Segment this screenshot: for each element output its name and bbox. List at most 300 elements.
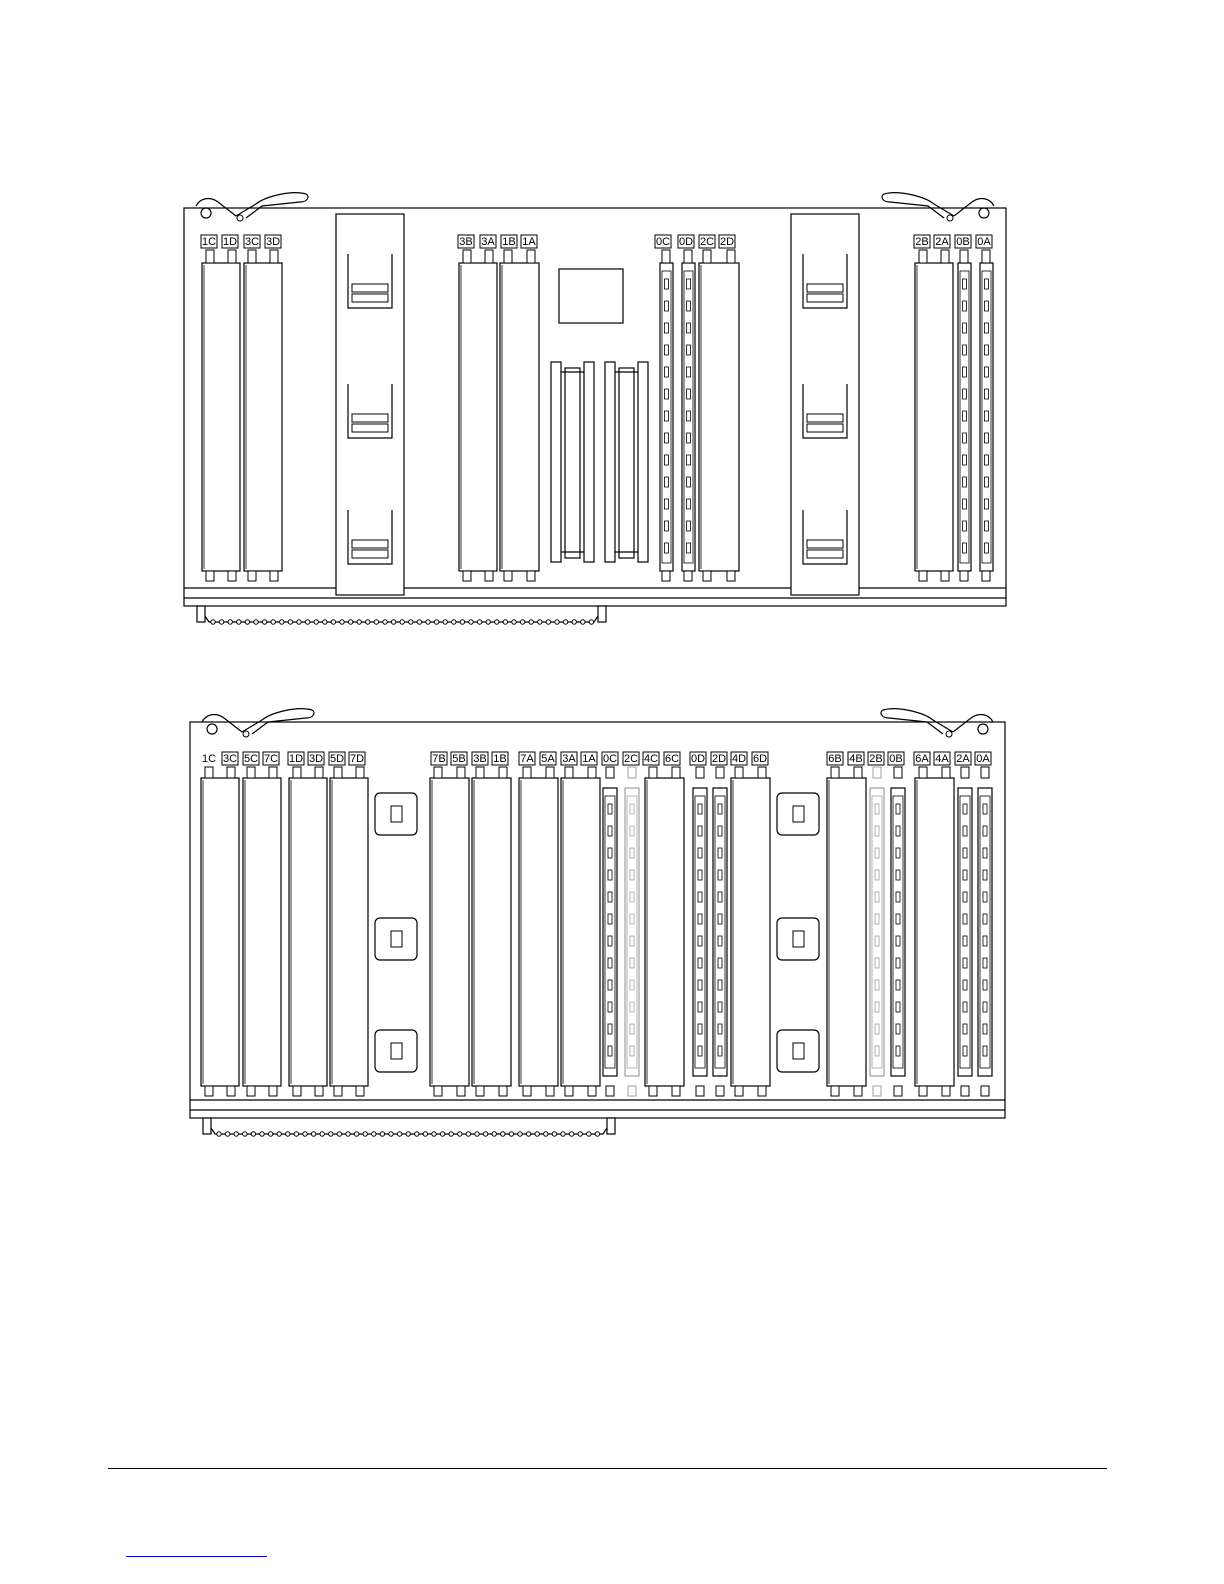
- slot-label: [243, 752, 259, 765]
- connector-pin: [329, 1132, 333, 1136]
- connector-pin: [297, 620, 301, 624]
- socket-notch: [983, 1002, 987, 1012]
- connector-pin: [589, 620, 593, 624]
- slot-label-text: 2C: [699, 236, 715, 248]
- slot-label: [731, 752, 747, 765]
- dimm-body: [243, 778, 281, 1086]
- connector-pin: [366, 620, 370, 624]
- slot-pin: [228, 250, 236, 263]
- socket-notch: [608, 1046, 612, 1056]
- slot-label-text: 7B: [432, 753, 446, 765]
- slot-pin: [504, 571, 512, 581]
- socket-notch: [718, 1046, 722, 1056]
- dimm-module: [645, 778, 684, 1086]
- connector-pin: [503, 620, 507, 624]
- connector-pin: [518, 1132, 522, 1136]
- clip-bar: [807, 540, 843, 548]
- dimm-body: [915, 778, 954, 1086]
- dimm-module: [202, 263, 240, 571]
- slot-pin: [247, 1086, 255, 1096]
- slot-pin: [588, 767, 596, 778]
- socket-notch: [630, 1046, 634, 1056]
- slot-pin: [228, 571, 236, 581]
- slot-label: [699, 235, 715, 248]
- slot-label-text: 4C: [643, 753, 659, 765]
- socket-notch: [963, 301, 967, 311]
- empty-dimm-socket: [603, 788, 617, 1076]
- connector-pin: [495, 620, 499, 624]
- slot-label-text: 2D: [711, 753, 727, 765]
- empty-dimm-socket: [713, 788, 727, 1076]
- slot-pin: [919, 571, 927, 581]
- slot-label-text: 0A: [977, 236, 991, 248]
- socket-notch: [963, 1024, 967, 1034]
- slot-pin: [735, 1086, 743, 1096]
- socket-notch: [963, 345, 967, 355]
- socket-notch: [896, 936, 900, 946]
- slot-label-text: 6B: [828, 753, 842, 765]
- slot-label: [975, 752, 991, 765]
- slot-pin: [227, 767, 235, 778]
- slot-label-text: 0A: [976, 753, 990, 765]
- slot-pin: [206, 571, 214, 581]
- clip-bar: [807, 294, 843, 302]
- slot-label: [678, 235, 694, 248]
- connector-end: [607, 1118, 615, 1134]
- socket-notch: [608, 870, 612, 880]
- socket-notch: [963, 279, 967, 289]
- socket-notch: [698, 1046, 702, 1056]
- connector-pin: [443, 620, 447, 624]
- standoff-hole: [793, 1043, 804, 1059]
- slot-pin: [758, 767, 766, 778]
- slot-pin: [606, 767, 614, 778]
- dimm-body: [500, 263, 539, 571]
- slot-label-text: 3D: [308, 753, 324, 765]
- dimm-body: [472, 778, 511, 1086]
- standoff-hole: [793, 806, 804, 822]
- slot-label: [690, 752, 706, 765]
- connector-end: [203, 1118, 211, 1134]
- slot-pin: [727, 571, 735, 581]
- connector-pin: [311, 1132, 315, 1136]
- dimm-body: [459, 263, 497, 571]
- connector-pin: [415, 1132, 419, 1136]
- dimm-body: [731, 778, 770, 1086]
- standoff-hole: [391, 1043, 402, 1059]
- socket-notch: [963, 389, 967, 399]
- connector-pin: [466, 1132, 470, 1136]
- connector-pin: [434, 620, 438, 624]
- connector-pin: [460, 620, 464, 624]
- socket-notch: [687, 433, 691, 443]
- connector-pin: [526, 1132, 530, 1136]
- slot-label-text: 2C: [623, 753, 639, 765]
- slot-pin: [476, 767, 484, 778]
- slot-pin: [894, 1086, 902, 1096]
- empty-dimm-socket: [870, 788, 884, 1076]
- slot-label-text: 5D: [329, 753, 345, 765]
- slot-pin: [476, 1086, 484, 1096]
- slot-pin: [696, 767, 704, 778]
- slot-pin: [457, 767, 465, 778]
- standoff-hole: [391, 931, 402, 947]
- socket-notch: [630, 958, 634, 968]
- socket-notch: [875, 804, 879, 814]
- socket-notch: [718, 870, 722, 880]
- slot-pin: [894, 767, 902, 778]
- connector-pin: [271, 620, 275, 624]
- slot-pin: [463, 250, 471, 263]
- connector-pin: [475, 1132, 479, 1136]
- connector-pin: [251, 1132, 255, 1136]
- slot-pin: [684, 250, 692, 263]
- socket-notch: [698, 1024, 702, 1034]
- connector-pin: [452, 620, 456, 624]
- slot-label-text: 3A: [562, 753, 576, 765]
- slot-pin: [270, 250, 278, 263]
- slot-pin: [269, 767, 277, 778]
- slot-label: [492, 752, 508, 765]
- socket-notch: [983, 914, 987, 924]
- dimm-body: [699, 263, 739, 571]
- slot-pin: [873, 767, 881, 778]
- socket-notch: [875, 914, 879, 924]
- dimm-body: [244, 263, 282, 571]
- socket-notch: [687, 543, 691, 553]
- slot-pin: [499, 767, 507, 778]
- clip-bar: [807, 414, 843, 422]
- connector-pin: [512, 620, 516, 624]
- slot-pin: [356, 1086, 364, 1096]
- connector-pin: [552, 1132, 556, 1136]
- buffer-socket-body: [619, 368, 634, 558]
- socket-notch: [963, 1002, 967, 1012]
- socket-notch: [963, 521, 967, 531]
- slot-label: [431, 752, 447, 765]
- slot-pin: [205, 1086, 213, 1096]
- slot-label-text: 0C: [655, 236, 671, 248]
- slot-pin: [649, 767, 657, 778]
- socket-notch: [896, 1046, 900, 1056]
- socket-notch: [983, 804, 987, 814]
- socket-notch: [875, 848, 879, 858]
- socket-notch: [687, 411, 691, 421]
- socket-notch: [718, 826, 722, 836]
- socket-notch: [608, 958, 612, 968]
- connector-pin: [581, 620, 585, 624]
- connector-pin: [262, 620, 266, 624]
- connector-pin: [572, 620, 576, 624]
- connector-pin: [383, 620, 387, 624]
- slot-pin: [293, 767, 301, 778]
- slot-label-text: 6C: [664, 753, 680, 765]
- slot-pin: [961, 1086, 969, 1096]
- socket-notch: [983, 848, 987, 858]
- connector-pin: [397, 1132, 401, 1136]
- dimm-module: [243, 778, 281, 1086]
- socket-notch: [896, 1024, 900, 1034]
- slot-pin: [606, 1086, 614, 1096]
- slot-pin: [727, 250, 735, 263]
- connector-pin: [211, 620, 215, 624]
- slot-label: [602, 752, 618, 765]
- connector-pin: [406, 1132, 410, 1136]
- buffer-socket-rail: [605, 362, 615, 562]
- socket-notch: [963, 1046, 967, 1056]
- socket-notch: [630, 936, 634, 946]
- clip-bar: [352, 294, 388, 302]
- connector-pin: [546, 620, 550, 624]
- buffer-socket-group: [551, 362, 594, 562]
- socket-notch: [630, 804, 634, 814]
- slot-label: [265, 235, 281, 248]
- connector-pin: [374, 620, 378, 624]
- dimm-module: [430, 778, 469, 1086]
- slot-label-text: 1C: [201, 753, 217, 765]
- slot-pin: [588, 1086, 596, 1096]
- connector-pin: [389, 1132, 393, 1136]
- socket-notch: [985, 499, 989, 509]
- socket-notch: [983, 980, 987, 990]
- connector-pin: [243, 1132, 247, 1136]
- slot-label-text: 6D: [752, 753, 768, 765]
- slot-label: [976, 235, 992, 248]
- socket-notch: [983, 1046, 987, 1056]
- slot-pin: [831, 1086, 839, 1096]
- dimm-body: [645, 778, 684, 1086]
- slot-label-text: 4D: [731, 753, 747, 765]
- socket-notch: [665, 543, 669, 553]
- socket-notch: [963, 892, 967, 902]
- slot-pin: [248, 571, 256, 581]
- dimm-module: [289, 778, 327, 1086]
- slot-pin: [293, 1086, 301, 1096]
- socket-notch: [718, 1024, 722, 1034]
- slot-pin: [854, 767, 862, 778]
- slot-label: [664, 752, 680, 765]
- socket-notch: [608, 980, 612, 990]
- socket-notch: [665, 323, 669, 333]
- slot-pin: [873, 1086, 881, 1096]
- heatsink-column: [336, 214, 404, 595]
- socket-notch: [687, 499, 691, 509]
- socket-notch: [963, 433, 967, 443]
- slot-label-text: 0B: [889, 753, 903, 765]
- connector-pin: [409, 620, 413, 624]
- slot-label: [848, 752, 864, 765]
- clip-bar: [352, 424, 388, 432]
- clip-bar: [807, 550, 843, 558]
- socket-notch: [630, 870, 634, 880]
- slot-label: [623, 752, 639, 765]
- slot-pin: [565, 767, 573, 778]
- slot-label: [451, 752, 467, 765]
- connector-pin: [219, 620, 223, 624]
- edge-connector: [197, 606, 606, 624]
- slot-label: [914, 235, 930, 248]
- slot-label-text: 2B: [915, 236, 929, 248]
- slot-pin: [499, 1086, 507, 1096]
- slot-pin: [982, 250, 990, 263]
- socket-notch: [963, 936, 967, 946]
- top-memory-carrier-board: [184, 193, 1006, 624]
- slot-pin: [662, 250, 670, 263]
- slot-pin: [981, 767, 989, 778]
- slot-label-text: 0D: [690, 753, 706, 765]
- board-outline: [184, 208, 1006, 606]
- slot-pin: [735, 767, 743, 778]
- connector-pin: [469, 620, 473, 624]
- slot-pin: [672, 767, 680, 778]
- slot-label: [581, 752, 597, 765]
- slot-label-text: 1B: [493, 753, 507, 765]
- connector-pin: [423, 1132, 427, 1136]
- slot-pin: [523, 1086, 531, 1096]
- socket-notch: [983, 826, 987, 836]
- connector-pin: [363, 1132, 367, 1136]
- connector-pin: [538, 620, 542, 624]
- dimm-module: [500, 263, 539, 571]
- connector-pin: [587, 1132, 591, 1136]
- socket-notch: [985, 323, 989, 333]
- buffer-socket-rail: [638, 362, 648, 562]
- slot-pin: [457, 1086, 465, 1096]
- slot-pin: [941, 571, 949, 581]
- slot-label-text: 2D: [719, 236, 735, 248]
- empty-dimm-socket: [958, 263, 971, 571]
- socket-notch: [985, 477, 989, 487]
- connector-pin: [595, 1132, 599, 1136]
- slot-pin: [315, 767, 323, 778]
- socket-notch: [687, 477, 691, 487]
- socket-notch: [665, 455, 669, 465]
- connector-pin: [286, 1132, 290, 1136]
- slot-label-text: 2A: [935, 236, 949, 248]
- socket-notch: [983, 958, 987, 968]
- slot-pin: [919, 767, 927, 778]
- slot-pin: [942, 767, 950, 778]
- slot-label: [888, 752, 904, 765]
- connector-pin: [520, 620, 524, 624]
- socket-notch: [665, 367, 669, 377]
- connector-pin: [380, 1132, 384, 1136]
- dimm-module: [201, 778, 239, 1086]
- socket-notch: [608, 914, 612, 924]
- socket-notch: [875, 1046, 879, 1056]
- connector-pin: [372, 1132, 376, 1136]
- slot-pin: [205, 767, 213, 778]
- socket-notch: [608, 848, 612, 858]
- slot-label-text: 0B: [956, 236, 970, 248]
- connector-pin: [237, 620, 241, 624]
- slot-label: [308, 752, 324, 765]
- socket-notch: [630, 1024, 634, 1034]
- dimm-module: [827, 778, 866, 1086]
- socket-notch: [963, 411, 967, 421]
- dimm-body: [289, 778, 327, 1086]
- slot-label-text: 1D: [288, 753, 304, 765]
- empty-dimm-socket: [891, 788, 905, 1076]
- socket-notch: [985, 411, 989, 421]
- dimm-body: [201, 778, 239, 1086]
- socket-notch: [608, 1002, 612, 1012]
- slot-pin: [672, 1086, 680, 1096]
- clip-bar: [352, 540, 388, 548]
- slot-pin: [546, 1086, 554, 1096]
- slot-pin: [703, 250, 711, 263]
- connector-pin: [303, 1132, 307, 1136]
- socket-notch: [698, 980, 702, 990]
- slot-label-text: 3B: [473, 753, 487, 765]
- slot-pin: [981, 1086, 989, 1096]
- buffer-socket-rail: [551, 362, 561, 562]
- dimm-body: [915, 263, 953, 571]
- footer-link-underline[interactable]: [126, 1556, 267, 1557]
- empty-dimm-socket: [980, 263, 993, 571]
- slot-label-text: 3C: [244, 236, 260, 248]
- socket-notch: [963, 980, 967, 990]
- socket-notch: [687, 367, 691, 377]
- slot-pin: [334, 767, 342, 778]
- connector-end: [197, 606, 205, 622]
- connector-pin: [426, 620, 430, 624]
- socket-notch: [875, 1024, 879, 1034]
- socket-notch: [718, 958, 722, 968]
- clip-bar: [807, 424, 843, 432]
- slot-pin: [523, 767, 531, 778]
- socket-notch: [985, 543, 989, 553]
- slot-pin: [919, 1086, 927, 1096]
- slot-label: [244, 235, 260, 248]
- dimm-module: [561, 778, 600, 1086]
- socket-notch: [665, 499, 669, 509]
- mounting-standoff: [375, 918, 417, 960]
- socket-notch: [687, 455, 691, 465]
- standoff-hole: [793, 931, 804, 947]
- connector-pin: [509, 1132, 513, 1136]
- socket-notch: [896, 914, 900, 924]
- connector-pin: [578, 1132, 582, 1136]
- slot-label-text: 5A: [541, 753, 555, 765]
- slot-label-text: 7A: [520, 753, 534, 765]
- connector-pin: [458, 1132, 462, 1136]
- slot-label: [521, 235, 537, 248]
- socket-notch: [963, 804, 967, 814]
- connector-pin: [331, 620, 335, 624]
- slot-label-text: 0D: [678, 236, 694, 248]
- connector-pin: [477, 620, 481, 624]
- connector-end: [598, 606, 606, 622]
- socket-notch: [985, 455, 989, 465]
- slot-label: [914, 752, 930, 765]
- socket-notch: [985, 389, 989, 399]
- empty-dimm-socket: [978, 788, 992, 1076]
- socket-notch: [718, 1002, 722, 1012]
- socket-notch: [630, 914, 634, 924]
- socket-notch: [608, 892, 612, 902]
- socket-notch: [963, 499, 967, 509]
- slot-label-text: 1D: [222, 236, 238, 248]
- slot-label: [868, 752, 884, 765]
- slot-pin: [982, 571, 990, 581]
- socket-notch: [718, 936, 722, 946]
- socket-notch: [985, 301, 989, 311]
- connector-pin: [337, 1132, 341, 1136]
- socket-notch: [718, 804, 722, 814]
- standoff-hole: [391, 806, 402, 822]
- buffer-socket-body: [565, 368, 580, 558]
